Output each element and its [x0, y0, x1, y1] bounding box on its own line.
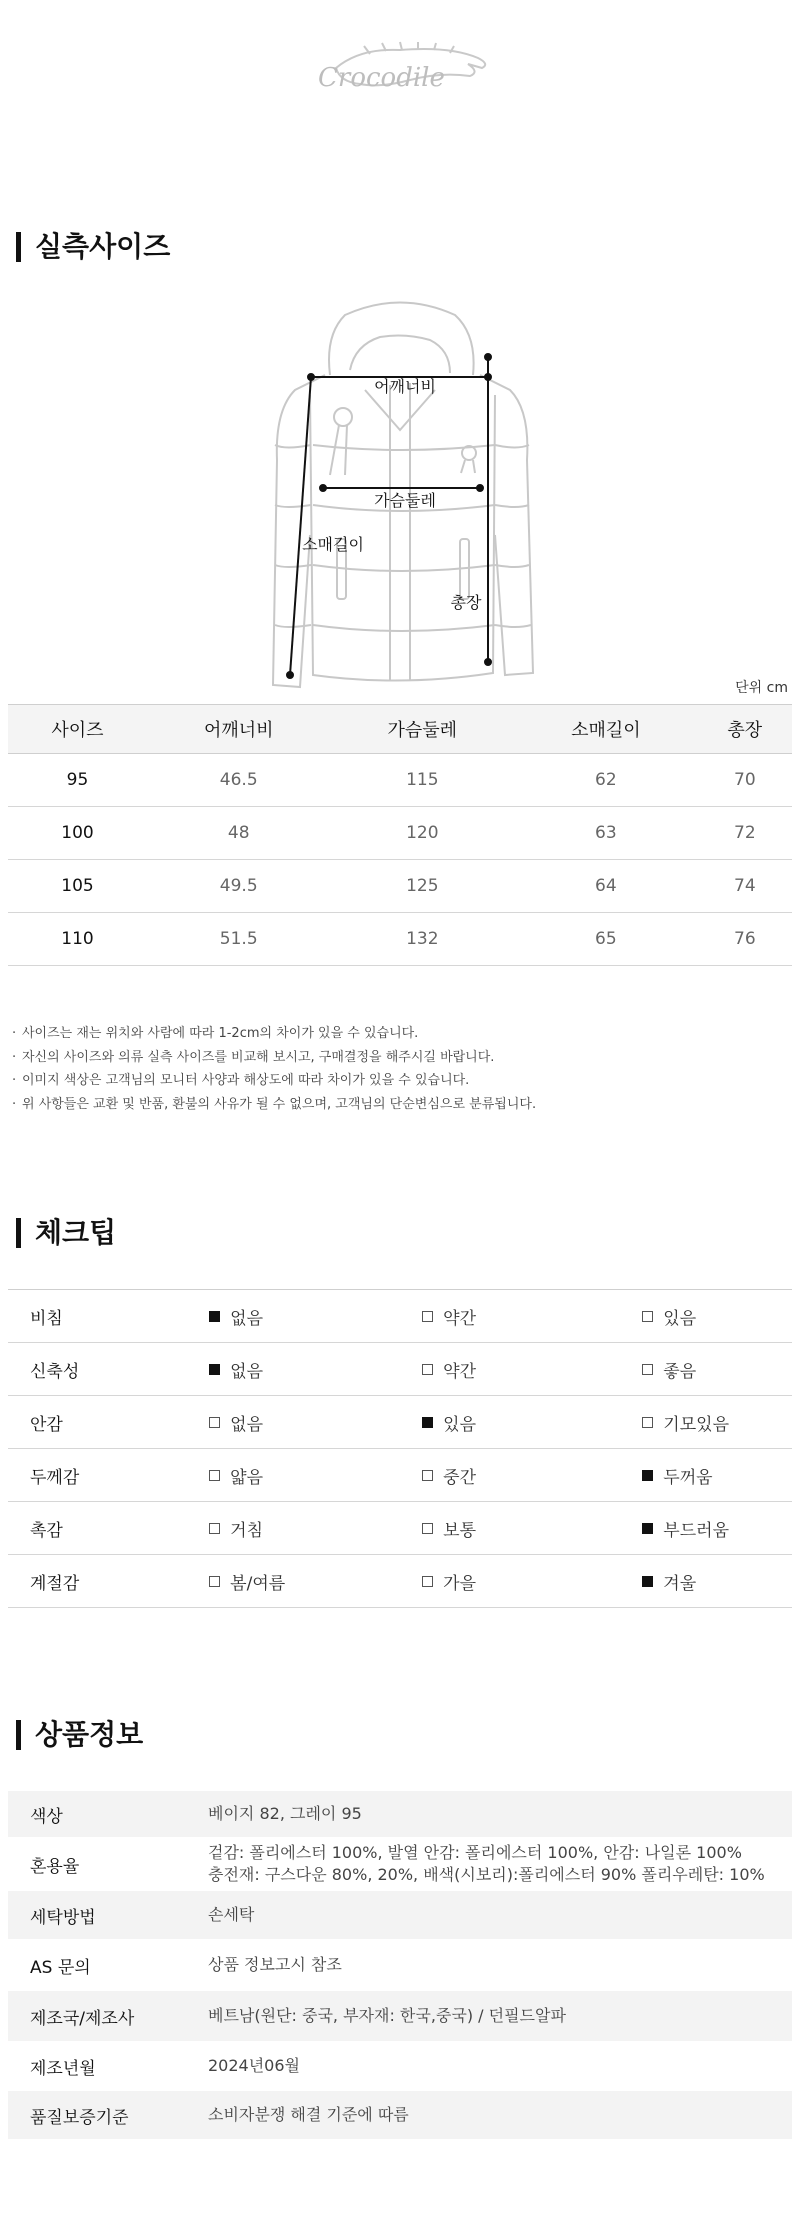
info-value: [207, 1991, 792, 2041]
info-value: [207, 2041, 792, 2091]
unit-label: 단위 cm: [735, 680, 788, 696]
info-section-title: 상품정보: [16, 1720, 143, 1750]
unchecked-square-icon: [422, 1364, 433, 1375]
check-label: 안감: [8, 1396, 197, 1449]
header-cell: 소매길이: [514, 705, 698, 754]
size-table-header: [8, 705, 792, 754]
info-value: [207, 1837, 792, 1891]
check-option: [641, 1502, 792, 1555]
unchecked-square-icon: [209, 1417, 220, 1428]
unchecked-square-icon: [209, 1523, 220, 1534]
check-row: [8, 1555, 792, 1608]
unchecked-square-icon: [642, 1417, 653, 1428]
info-label: 제조년월: [30, 2058, 96, 2079]
option-label: 없음: [230, 1414, 264, 1435]
unchecked-square-icon: [422, 1576, 433, 1587]
check-option: [641, 1396, 792, 1449]
info-value-line: 충전재: 구스다운 80%, 20%, 배색(시보리):폴리에스터 90% 폴리우레탄: 10%: [208, 1865, 765, 1884]
table-cell: 110: [8, 913, 147, 966]
check-label: 촉감: [8, 1502, 197, 1555]
unchecked-square-icon: [422, 1311, 433, 1322]
label-shoulder: 어깨너비: [374, 377, 436, 396]
table-cell: 132: [331, 913, 515, 966]
option-label: 겨울: [663, 1573, 697, 1594]
check-option: [641, 1449, 792, 1502]
checked-square-icon: [642, 1576, 653, 1587]
header-cell: 총장: [698, 705, 792, 754]
size-notes: [12, 1022, 536, 1116]
label-length: 총장: [450, 593, 482, 612]
table-cell: 62: [514, 754, 698, 807]
product-info-table: [8, 1791, 792, 2139]
unchecked-square-icon: [209, 1576, 220, 1587]
option-label: 얇음: [230, 1467, 264, 1488]
option-label: 약간: [443, 1308, 477, 1329]
check-row: [8, 1396, 792, 1449]
option-label: 있음: [663, 1308, 697, 1329]
option-label: 기모있음: [663, 1414, 729, 1435]
check-option: [197, 1396, 421, 1449]
option-label: 약간: [443, 1361, 477, 1382]
check-option: [641, 1343, 792, 1396]
option-label: 두꺼움: [663, 1467, 713, 1488]
info-label: 제조국/제조사: [8, 1991, 207, 2041]
table-cell: 74: [698, 860, 792, 913]
table-row: [8, 754, 792, 807]
jacket-measure-diagram: [255, 295, 555, 690]
option-label: 거침: [230, 1520, 264, 1541]
check-row: [8, 1449, 792, 1502]
check-option: [197, 1343, 421, 1396]
option-label: 보통: [443, 1520, 477, 1541]
check-option: [421, 1449, 641, 1502]
unchecked-square-icon: [642, 1364, 653, 1375]
unchecked-square-icon: [209, 1470, 220, 1481]
table-cell: 49.5: [147, 860, 331, 913]
info-row: [8, 1837, 792, 1891]
info-row: [8, 2091, 792, 2139]
table-cell: 120: [331, 807, 515, 860]
info-label: 품질보증기준: [8, 2091, 207, 2139]
info-value-line: 2024년06월: [208, 2056, 300, 2075]
check-row: [8, 1343, 792, 1396]
note-item: · 자신의 사이즈와 의류 실측 사이즈를 비교해 보시고, 구매결정을 해주시길 바랍니다.: [12, 1046, 536, 1070]
info-label: 세탁방법: [8, 1891, 207, 1939]
check-option: [197, 1555, 421, 1608]
table-cell: 105: [8, 860, 147, 913]
info-label: AS 문의: [30, 1957, 91, 1978]
info-value: [207, 1891, 792, 1939]
table-cell: 65: [514, 913, 698, 966]
size-section-title: 실측사이즈: [16, 232, 170, 262]
checked-square-icon: [209, 1311, 220, 1322]
info-row: [8, 1991, 792, 2041]
table-cell: 48: [147, 807, 331, 860]
option-label: 중간: [443, 1467, 477, 1488]
unchecked-square-icon: [422, 1523, 433, 1534]
check-option: [197, 1290, 421, 1343]
table-row: [8, 807, 792, 860]
table-cell: 63: [514, 807, 698, 860]
check-option: [641, 1290, 792, 1343]
info-value: [207, 2091, 792, 2139]
checked-square-icon: [642, 1523, 653, 1534]
header-cell: 사이즈: [8, 705, 147, 754]
note-item: · 위 사항들은 교환 및 반품, 환불의 사유가 될 수 없으며, 고객님의 단순변심으로 분류됩니다.: [12, 1093, 536, 1117]
check-option: [197, 1449, 421, 1502]
info-row: [8, 1939, 792, 1991]
check-option: [421, 1555, 641, 1608]
checked-square-icon: [422, 1417, 433, 1428]
info-value-line: 베트남(원단: 중국, 부자재: 한국,중국) / 던필드알파: [208, 2006, 566, 2025]
unchecked-square-icon: [422, 1470, 433, 1481]
option-label: 가을: [443, 1573, 477, 1594]
check-option: [421, 1290, 641, 1343]
option-label: 없음: [230, 1361, 264, 1382]
check-label: 두께감: [8, 1449, 197, 1502]
info-value-line: 겉감: 폴리에스터 100%, 발열 안감: 폴리에스터 100%, 안감: 나일론 100%: [208, 1843, 742, 1862]
check-label: 계절감: [8, 1555, 197, 1608]
unchecked-square-icon: [642, 1311, 653, 1322]
info-label: 색상: [8, 1791, 207, 1837]
check-option: [197, 1502, 421, 1555]
check-option: [641, 1555, 792, 1608]
table-row: [8, 860, 792, 913]
header-cell: 어깨너비: [147, 705, 331, 754]
table-cell: 64: [514, 860, 698, 913]
info-label: 혼용율: [30, 1856, 80, 1877]
table-cell: 76: [698, 913, 792, 966]
checked-square-icon: [209, 1364, 220, 1375]
option-label: 봄/여름: [230, 1573, 286, 1594]
info-value-line: 소비자분쟁 해결 기준에 따름: [208, 2105, 409, 2124]
info-row: [8, 1891, 792, 1939]
info-value-line: 베이지 82, 그레이 95: [208, 1804, 362, 1823]
table-row: [8, 913, 792, 966]
check-row: [8, 1290, 792, 1343]
check-label: 비침: [8, 1290, 197, 1343]
table-cell: 95: [8, 754, 147, 807]
info-value: [207, 1939, 792, 1991]
table-cell: 72: [698, 807, 792, 860]
size-table: [8, 704, 792, 966]
check-option: [421, 1396, 641, 1449]
note-item: · 이미지 색상은 고객님의 모니터 사양과 해상도에 따라 차이가 있을 수 있습니다.: [12, 1069, 536, 1093]
logo-wordmark: Crocodile: [318, 63, 445, 93]
option-label: 좋음: [663, 1361, 697, 1382]
option-label: 있음: [443, 1414, 477, 1435]
check-option: [421, 1502, 641, 1555]
check-section-title: 체크팁: [16, 1218, 116, 1248]
crocodile-logo: [300, 28, 500, 108]
info-row: [8, 1791, 792, 1837]
note-item: · 사이즈는 재는 위치와 사람에 따라 1-2cm의 차이가 있을 수 있습니다.: [12, 1022, 536, 1046]
checked-square-icon: [642, 1470, 653, 1481]
info-value: [207, 1791, 792, 1837]
info-value-line: 상품 정보고시 참조: [208, 1955, 342, 1974]
check-row: [8, 1502, 792, 1555]
check-label: 신축성: [8, 1343, 197, 1396]
table-cell: 115: [331, 754, 515, 807]
label-chest: 가슴둘레: [374, 491, 436, 510]
option-label: 없음: [230, 1308, 264, 1329]
label-sleeve: 소매길이: [302, 535, 364, 554]
info-value-line: 손세탁: [208, 1905, 255, 1924]
check-tip-table: [8, 1289, 792, 1608]
info-row: [8, 2041, 792, 2091]
header-cell: 가슴둘레: [331, 705, 515, 754]
table-cell: 46.5: [147, 754, 331, 807]
table-cell: 100: [8, 807, 147, 860]
option-label: 부드러움: [663, 1520, 729, 1541]
table-cell: 125: [331, 860, 515, 913]
table-cell: 51.5: [147, 913, 331, 966]
check-option: [421, 1343, 641, 1396]
table-cell: 70: [698, 754, 792, 807]
